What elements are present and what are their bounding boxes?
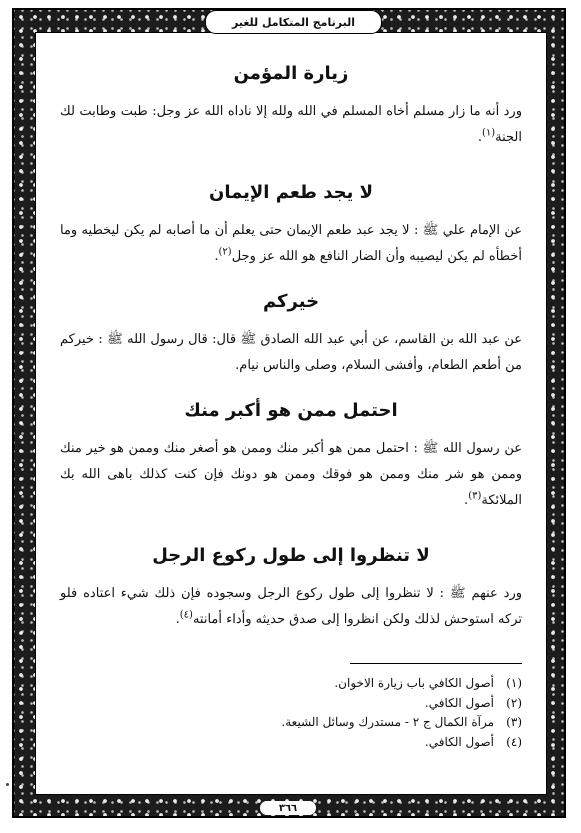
section-bear-with-elders xyxy=(60,399,522,514)
footnote-number: (٢) xyxy=(506,695,522,710)
footnote-item xyxy=(60,694,522,714)
page-content xyxy=(60,62,522,752)
footnote-number: (٣) xyxy=(506,715,522,729)
section-heading: لا تنظروا إلى طول ركوع الرجل xyxy=(152,545,430,566)
text-run: عن الإمام علي ﷺ : لا يجد عبد طعم الإيمان حتى يعلم أن ما أصابه لم يكن ليخطيه وما أخطأه لم يكن ليصيبه وأن الضار النافع هو الله عز وجل xyxy=(60,223,522,264)
section-heading: خيركم xyxy=(262,291,320,312)
page-number: ٣٦٦ xyxy=(278,802,298,814)
section-best-of-you xyxy=(60,290,522,379)
footnote-text: أصول الكافي. xyxy=(424,695,494,710)
section-taste-of-faith xyxy=(60,181,522,270)
book-title: البرنامج المتكامل للغير xyxy=(232,15,355,29)
scan-speck xyxy=(6,783,9,786)
footnote-number: (١) xyxy=(506,676,522,690)
footnote-text: مرآة الكمال ج ٢ - مستدرك وسائل الشيعة. xyxy=(281,715,494,729)
section-do-not-look xyxy=(60,544,522,633)
footnote-text: أصول الكافي. xyxy=(424,734,494,749)
footnote-text: أصول الكافي باب زيارة الاخوان. xyxy=(334,676,494,690)
footnote-number: (٤) xyxy=(506,734,522,749)
text-tail: . xyxy=(464,493,469,508)
section-text xyxy=(60,218,522,270)
text-run: ورد عنهم ﷺ : لا تنظروا إلى طول ركوع الرجل وسجوده فإن ذلك شيء اعتاده فلو تركه استوحش لذلك ولكن انظروا إلى صدق حديثه وأداء أمانته xyxy=(60,586,522,627)
footnote-item xyxy=(60,733,522,753)
text-tail: . xyxy=(214,249,219,264)
text-run: عن رسول الله ﷺ : احتمل ممن هو أكبر منك وممن هو أصغر منك وممن هو خير منك وممن هو شر منك وممن هو فوقك وممن هو دونك فإن كنت كذلك باهى الله بك الملائكة xyxy=(60,441,522,508)
text-run: عن عبد الله بن القاسم، عن أبي عبد الله الصادق ﷺ قال: قال رسول الله ﷺ : خيركم من أطعم الطعام، وأفشى السلام، وصلى والناس نيام. xyxy=(60,332,522,373)
section-text xyxy=(60,99,522,151)
section-heading: زيارة المؤمن xyxy=(233,63,349,84)
section-text xyxy=(60,327,522,379)
text-run: ورد أنه ما زار مسلم أخاه المسلم في الله ولله إلا ناداه الله عز وجل: طبت وطابت لك الجنة xyxy=(60,104,522,145)
footnote-item xyxy=(60,713,522,733)
footnote-ref: (٢) xyxy=(218,246,232,258)
spacer xyxy=(60,151,522,181)
section-visiting-believer xyxy=(60,62,522,151)
section-text xyxy=(60,581,522,633)
footnote-ref: (١) xyxy=(481,127,496,139)
spacer xyxy=(60,514,522,544)
text-tail: . xyxy=(175,612,180,627)
section-text xyxy=(60,436,522,514)
footnotes-list xyxy=(60,674,522,752)
spacer xyxy=(60,379,522,399)
page-number-box xyxy=(260,801,316,815)
footnote-item xyxy=(60,674,522,694)
section-heading: احتمل ممن هو أكبر منك xyxy=(184,400,398,421)
section-heading: لا يجد طعم الإيمان xyxy=(208,182,374,203)
footnote-ref: (٣) xyxy=(468,490,482,502)
footnote-ref: (٤) xyxy=(179,609,193,621)
text-tail: . xyxy=(477,130,482,145)
footnote-divider xyxy=(350,663,522,664)
book-title-banner xyxy=(205,10,382,34)
spacer xyxy=(60,270,522,290)
